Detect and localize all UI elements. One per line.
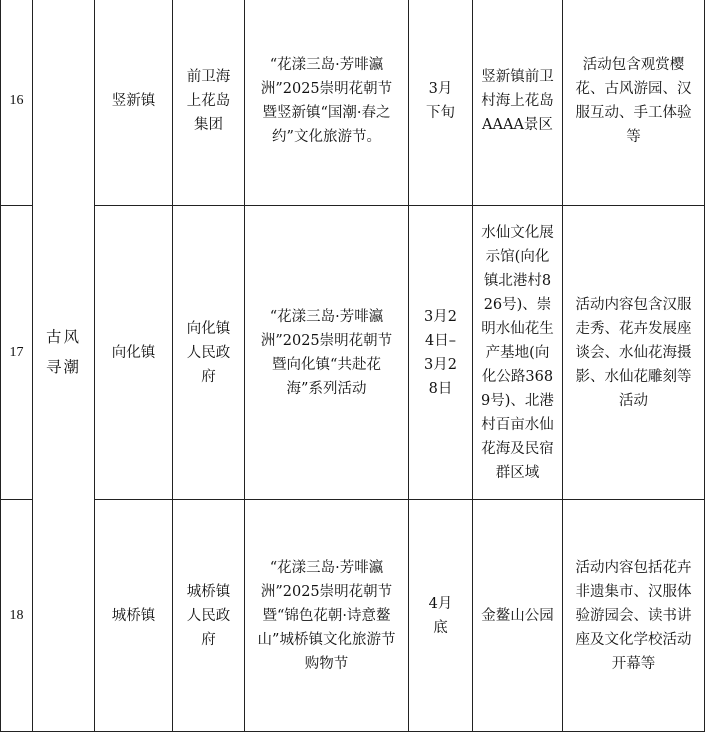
town-cell: 城桥镇 [95, 500, 173, 732]
section-label [33, 0, 95, 732]
organizer-cell: 前卫海上花岛集团 [173, 0, 245, 206]
section-label-text: 古风寻潮 [45, 328, 81, 376]
event-name-cell: “花漾三岛·芳啡瀛洲”2025崇明花朝节暨向化镇“共赴花海”系列活动 [245, 206, 409, 500]
event-name-cell: “花漾三岛·芳啡瀛洲”2025崇明花朝节暨竖新镇“国潮·春之约”文化旅游节。 [245, 0, 409, 206]
time-cell: 4月底 [409, 500, 473, 732]
location-cell: 水仙文化展示馆(向化镇北港村826号)、崇明水仙花生产基地(向化公路3689号)、北港村百亩水仙花海及民宿群区域 [473, 206, 563, 500]
row-index: 18 [1, 500, 33, 732]
time-cell: 3月下旬 [409, 0, 473, 206]
location-cell: 竖新镇前卫村海上花岛AAAA景区 [473, 0, 563, 206]
table-row [1, 0, 705, 206]
organizer-cell: 城桥镇人民政府 [173, 500, 245, 732]
organizer-cell: 向化镇人民政府 [173, 206, 245, 500]
event-name-cell: “花漾三岛·芳啡瀛洲”2025崇明花朝节暨“锦色花朝·诗意鳌山”城桥镇文化旅游节购物节 [245, 500, 409, 732]
description-cell: 活动内容包括花卉非遗集市、汉服体验游园会、读书讲座及文化学校活动开幕等 [563, 500, 705, 732]
time-cell: 3月24日–3月28日 [409, 206, 473, 500]
town-cell: 竖新镇 [95, 0, 173, 206]
description-cell: 活动内容包含汉服走秀、花卉发展座谈会、水仙花海摄影、水仙花雕刻等活动 [563, 206, 705, 500]
location-cell: 金鳌山公园 [473, 500, 563, 732]
table-row [1, 206, 705, 500]
town-cell: 向化镇 [95, 206, 173, 500]
description-cell: 活动包含观赏樱花、古风游园、汉服互动、手工体验等 [563, 0, 705, 206]
row-index: 17 [1, 206, 33, 500]
row-index: 16 [1, 0, 33, 206]
table-row [1, 500, 705, 732]
